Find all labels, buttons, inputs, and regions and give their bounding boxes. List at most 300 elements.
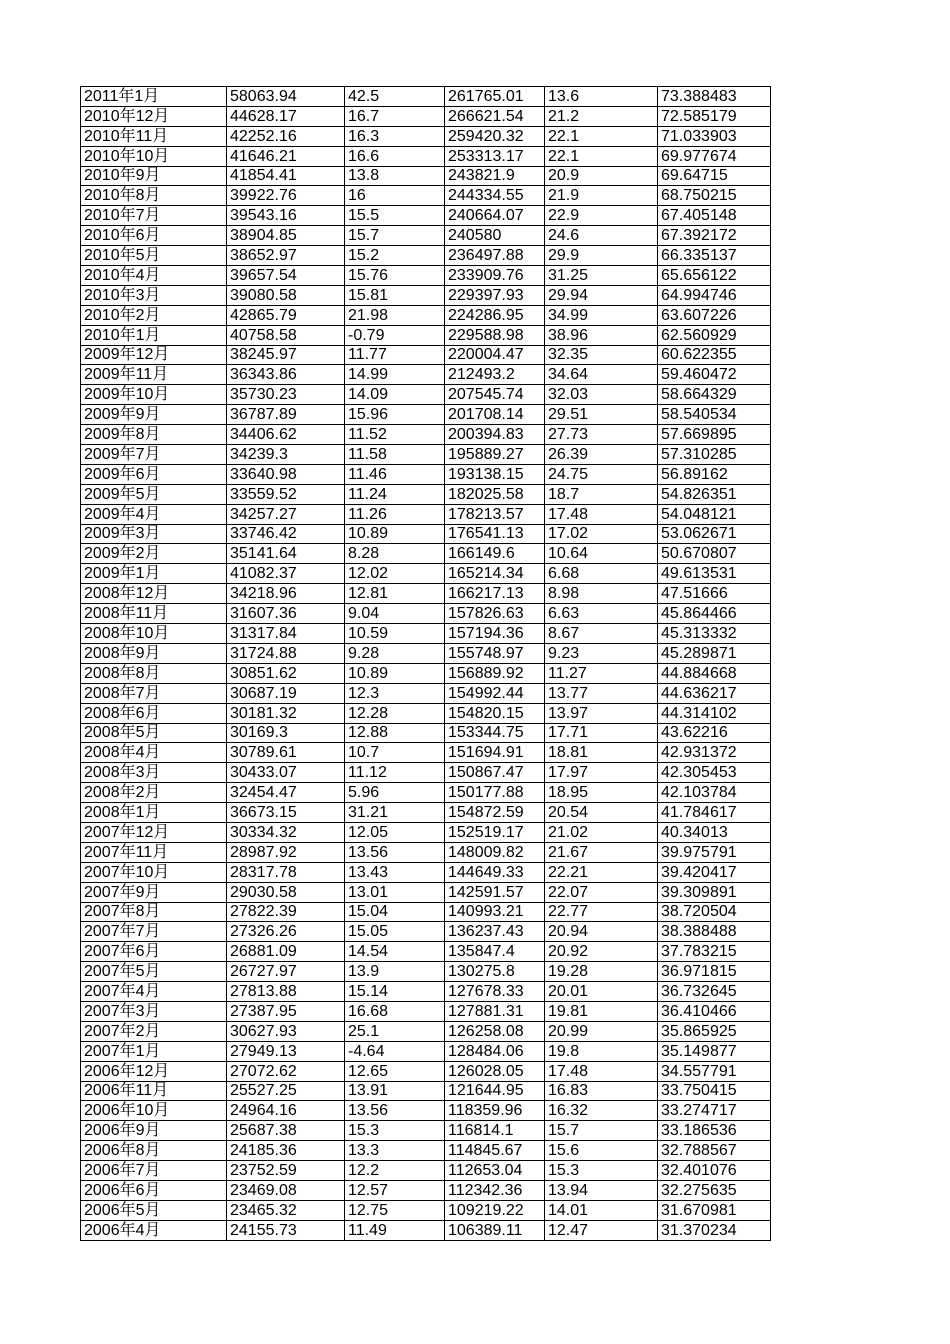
cumulative-cell: 154992.44 [445, 683, 545, 703]
month-cell: 2007年3月 [81, 1001, 227, 1021]
value-cell: 27949.13 [227, 1041, 345, 1061]
table-row [81, 266, 771, 286]
cumulative-cell: 116814.1 [445, 1121, 545, 1141]
cumulative-cell: 150867.47 [445, 763, 545, 783]
ratio-cell: 42.103784 [658, 783, 771, 803]
cumulative-growth-cell: 17.02 [545, 524, 658, 544]
growth-cell: 12.75 [345, 1200, 445, 1220]
month-cell: 2010年10月 [81, 146, 227, 166]
month-cell: 2009年10月 [81, 385, 227, 405]
table-row [81, 524, 771, 544]
growth-cell: -4.64 [345, 1041, 445, 1061]
table-row [81, 962, 771, 982]
cumulative-cell: 109219.22 [445, 1200, 545, 1220]
cumulative-growth-cell: 13.6 [545, 87, 658, 107]
ratio-cell: 36.410466 [658, 1001, 771, 1021]
ratio-cell: 32.788567 [658, 1141, 771, 1161]
value-cell: 32454.47 [227, 783, 345, 803]
growth-cell: 10.89 [345, 524, 445, 544]
cumulative-cell: 150177.88 [445, 783, 545, 803]
ratio-cell: 35.149877 [658, 1041, 771, 1061]
value-cell: 35730.23 [227, 385, 345, 405]
value-cell: 39543.16 [227, 206, 345, 226]
value-cell: 27822.39 [227, 902, 345, 922]
growth-cell: 21.98 [345, 305, 445, 325]
value-cell: 31317.84 [227, 624, 345, 644]
cumulative-growth-cell: 20.9 [545, 166, 658, 186]
cumulative-growth-cell: 38.96 [545, 325, 658, 345]
growth-cell: 11.46 [345, 464, 445, 484]
table-row [81, 1200, 771, 1220]
growth-cell: 15.5 [345, 206, 445, 226]
table-row [81, 862, 771, 882]
growth-cell: 11.58 [345, 445, 445, 465]
table-row [81, 1081, 771, 1101]
ratio-cell: 62.560929 [658, 325, 771, 345]
ratio-cell: 39.420417 [658, 862, 771, 882]
month-cell: 2006年5月 [81, 1200, 227, 1220]
growth-cell: 13.3 [345, 1141, 445, 1161]
cumulative-growth-cell: 6.68 [545, 564, 658, 584]
growth-cell: 31.21 [345, 803, 445, 823]
cumulative-cell: 121644.95 [445, 1081, 545, 1101]
data-table [80, 86, 771, 1241]
growth-cell: -0.79 [345, 325, 445, 345]
ratio-cell: 71.033903 [658, 126, 771, 146]
cumulative-growth-cell: 22.1 [545, 146, 658, 166]
cumulative-growth-cell: 6.63 [545, 604, 658, 624]
growth-cell: 12.05 [345, 822, 445, 842]
month-cell: 2009年4月 [81, 504, 227, 524]
cumulative-growth-cell: 19.81 [545, 1001, 658, 1021]
table-row [81, 743, 771, 763]
ratio-cell: 57.669895 [658, 425, 771, 445]
cumulative-growth-cell: 15.7 [545, 1121, 658, 1141]
month-cell: 2010年6月 [81, 226, 227, 246]
cumulative-growth-cell: 29.94 [545, 285, 658, 305]
ratio-cell: 39.309891 [658, 882, 771, 902]
month-cell: 2009年5月 [81, 484, 227, 504]
cumulative-cell: 243821.9 [445, 166, 545, 186]
value-cell: 31607.36 [227, 604, 345, 624]
cumulative-growth-cell: 29.9 [545, 246, 658, 266]
table-row [81, 703, 771, 723]
cumulative-cell: 126258.08 [445, 1021, 545, 1041]
ratio-cell: 36.971815 [658, 962, 771, 982]
cumulative-growth-cell: 26.39 [545, 445, 658, 465]
cumulative-cell: 157826.63 [445, 604, 545, 624]
ratio-cell: 35.865925 [658, 1021, 771, 1041]
cumulative-growth-cell: 32.35 [545, 345, 658, 365]
month-cell: 2008年2月 [81, 783, 227, 803]
cumulative-cell: 126028.05 [445, 1061, 545, 1081]
cumulative-cell: 142591.57 [445, 882, 545, 902]
month-cell: 2009年1月 [81, 564, 227, 584]
month-cell: 2006年9月 [81, 1121, 227, 1141]
growth-cell: 12.2 [345, 1161, 445, 1181]
table-row [81, 842, 771, 862]
month-cell: 2007年6月 [81, 942, 227, 962]
value-cell: 38904.85 [227, 226, 345, 246]
table-row [81, 385, 771, 405]
value-cell: 27326.26 [227, 922, 345, 942]
cumulative-cell: 229397.93 [445, 285, 545, 305]
growth-cell: 10.7 [345, 743, 445, 763]
month-cell: 2011年1月 [81, 87, 227, 107]
growth-cell: 13.56 [345, 842, 445, 862]
cumulative-cell: 154820.15 [445, 703, 545, 723]
ratio-cell: 39.975791 [658, 842, 771, 862]
ratio-cell: 44.884668 [658, 663, 771, 683]
cumulative-growth-cell: 17.97 [545, 763, 658, 783]
month-cell: 2010年1月 [81, 325, 227, 345]
value-cell: 38652.97 [227, 246, 345, 266]
cumulative-cell: 118359.96 [445, 1101, 545, 1121]
cumulative-growth-cell: 14.01 [545, 1200, 658, 1220]
growth-cell: 15.76 [345, 266, 445, 286]
value-cell: 26727.97 [227, 962, 345, 982]
month-cell: 2007年1月 [81, 1041, 227, 1061]
cumulative-cell: 157194.36 [445, 624, 545, 644]
value-cell: 44628.17 [227, 106, 345, 126]
value-cell: 39922.76 [227, 186, 345, 206]
growth-cell: 12.28 [345, 703, 445, 723]
value-cell: 41854.41 [227, 166, 345, 186]
value-cell: 41646.21 [227, 146, 345, 166]
table-row [81, 405, 771, 425]
ratio-cell: 67.392172 [658, 226, 771, 246]
table-row [81, 425, 771, 445]
value-cell: 33746.42 [227, 524, 345, 544]
growth-cell: 15.05 [345, 922, 445, 942]
table-row [81, 783, 771, 803]
month-cell: 2006年12月 [81, 1061, 227, 1081]
growth-cell: 14.09 [345, 385, 445, 405]
month-cell: 2007年10月 [81, 862, 227, 882]
month-cell: 2007年8月 [81, 902, 227, 922]
cumulative-cell: 128484.06 [445, 1041, 545, 1061]
month-cell: 2008年12月 [81, 584, 227, 604]
month-cell: 2008年3月 [81, 763, 227, 783]
growth-cell: 13.01 [345, 882, 445, 902]
table-row [81, 305, 771, 325]
cumulative-cell: 135847.4 [445, 942, 545, 962]
table-row [81, 643, 771, 663]
growth-cell: 15.81 [345, 285, 445, 305]
growth-cell: 15.04 [345, 902, 445, 922]
value-cell: 33640.98 [227, 464, 345, 484]
growth-cell: 15.3 [345, 1121, 445, 1141]
value-cell: 23469.08 [227, 1180, 345, 1200]
table-row [81, 226, 771, 246]
cumulative-growth-cell: 20.54 [545, 803, 658, 823]
value-cell: 27387.95 [227, 1001, 345, 1021]
ratio-cell: 40.34013 [658, 822, 771, 842]
month-cell: 2007年5月 [81, 962, 227, 982]
growth-cell: 16.68 [345, 1001, 445, 1021]
growth-cell: 13.56 [345, 1101, 445, 1121]
ratio-cell: 34.557791 [658, 1061, 771, 1081]
month-cell: 2009年11月 [81, 365, 227, 385]
cumulative-growth-cell: 20.92 [545, 942, 658, 962]
cumulative-growth-cell: 13.97 [545, 703, 658, 723]
cumulative-growth-cell: 22.9 [545, 206, 658, 226]
cumulative-cell: 154872.59 [445, 803, 545, 823]
month-cell: 2010年2月 [81, 305, 227, 325]
ratio-cell: 59.460472 [658, 365, 771, 385]
ratio-cell: 45.289871 [658, 643, 771, 663]
cumulative-growth-cell: 24.75 [545, 464, 658, 484]
month-cell: 2009年7月 [81, 445, 227, 465]
growth-cell: 9.28 [345, 643, 445, 663]
value-cell: 34239.3 [227, 445, 345, 465]
ratio-cell: 47.51666 [658, 584, 771, 604]
ratio-cell: 53.062671 [658, 524, 771, 544]
growth-cell: 8.28 [345, 544, 445, 564]
value-cell: 41082.37 [227, 564, 345, 584]
cumulative-cell: 140993.21 [445, 902, 545, 922]
table-body [81, 87, 771, 1241]
growth-cell: 14.99 [345, 365, 445, 385]
value-cell: 58063.94 [227, 87, 345, 107]
month-cell: 2006年10月 [81, 1101, 227, 1121]
growth-cell: 11.24 [345, 484, 445, 504]
cumulative-cell: 240580 [445, 226, 545, 246]
cumulative-growth-cell: 10.64 [545, 544, 658, 564]
cumulative-cell: 112653.04 [445, 1161, 545, 1181]
table-row [81, 206, 771, 226]
growth-cell: 12.88 [345, 723, 445, 743]
value-cell: 27072.62 [227, 1061, 345, 1081]
ratio-cell: 42.931372 [658, 743, 771, 763]
table-row [81, 106, 771, 126]
ratio-cell: 45.864466 [658, 604, 771, 624]
cumulative-cell: 233909.76 [445, 266, 545, 286]
ratio-cell: 69.64715 [658, 166, 771, 186]
cumulative-cell: 240664.07 [445, 206, 545, 226]
growth-cell: 11.52 [345, 425, 445, 445]
table-row [81, 1061, 771, 1081]
growth-cell: 11.12 [345, 763, 445, 783]
value-cell: 42252.16 [227, 126, 345, 146]
growth-cell: 42.5 [345, 87, 445, 107]
growth-cell: 15.96 [345, 405, 445, 425]
cumulative-cell: 155748.97 [445, 643, 545, 663]
month-cell: 2006年11月 [81, 1081, 227, 1101]
cumulative-growth-cell: 29.51 [545, 405, 658, 425]
ratio-cell: 45.313332 [658, 624, 771, 644]
ratio-cell: 32.401076 [658, 1161, 771, 1181]
growth-cell: 16 [345, 186, 445, 206]
table-row [81, 87, 771, 107]
cumulative-growth-cell: 17.48 [545, 504, 658, 524]
value-cell: 38245.97 [227, 345, 345, 365]
month-cell: 2007年11月 [81, 842, 227, 862]
cumulative-growth-cell: 15.6 [545, 1141, 658, 1161]
cumulative-growth-cell: 34.99 [545, 305, 658, 325]
value-cell: 42865.79 [227, 305, 345, 325]
value-cell: 24155.73 [227, 1220, 345, 1240]
table-row [81, 1180, 771, 1200]
ratio-cell: 58.664329 [658, 385, 771, 405]
table-row [81, 564, 771, 584]
table-row [81, 1161, 771, 1181]
value-cell: 30433.07 [227, 763, 345, 783]
ratio-cell: 54.048121 [658, 504, 771, 524]
cumulative-growth-cell: 34.64 [545, 365, 658, 385]
table-row [81, 504, 771, 524]
value-cell: 30334.32 [227, 822, 345, 842]
cumulative-growth-cell: 31.25 [545, 266, 658, 286]
cumulative-cell: 156889.92 [445, 663, 545, 683]
cumulative-cell: 178213.57 [445, 504, 545, 524]
growth-cell: 16.7 [345, 106, 445, 126]
cumulative-growth-cell: 21.9 [545, 186, 658, 206]
ratio-cell: 33.186536 [658, 1121, 771, 1141]
ratio-cell: 32.275635 [658, 1180, 771, 1200]
cumulative-growth-cell: 16.32 [545, 1101, 658, 1121]
value-cell: 25527.25 [227, 1081, 345, 1101]
ratio-cell: 57.310285 [658, 445, 771, 465]
growth-cell: 11.77 [345, 345, 445, 365]
growth-cell: 16.6 [345, 146, 445, 166]
value-cell: 36787.89 [227, 405, 345, 425]
month-cell: 2008年8月 [81, 663, 227, 683]
cumulative-cell: 130275.8 [445, 962, 545, 982]
growth-cell: 14.54 [345, 942, 445, 962]
month-cell: 2009年12月 [81, 345, 227, 365]
ratio-cell: 50.670807 [658, 544, 771, 564]
table-row [81, 584, 771, 604]
cumulative-cell: 136237.43 [445, 922, 545, 942]
growth-cell: 13.9 [345, 962, 445, 982]
cumulative-cell: 127678.33 [445, 982, 545, 1002]
value-cell: 31724.88 [227, 643, 345, 663]
ratio-cell: 56.89162 [658, 464, 771, 484]
table-row [81, 822, 771, 842]
month-cell: 2010年8月 [81, 186, 227, 206]
growth-cell: 10.89 [345, 663, 445, 683]
ratio-cell: 33.750415 [658, 1081, 771, 1101]
ratio-cell: 31.370234 [658, 1220, 771, 1240]
growth-cell: 12.57 [345, 1180, 445, 1200]
month-cell: 2010年11月 [81, 126, 227, 146]
cumulative-growth-cell: 20.99 [545, 1021, 658, 1041]
cumulative-cell: 127881.31 [445, 1001, 545, 1021]
month-cell: 2006年6月 [81, 1180, 227, 1200]
table-row [81, 763, 771, 783]
value-cell: 27813.88 [227, 982, 345, 1002]
table-row [81, 803, 771, 823]
cumulative-growth-cell: 8.98 [545, 584, 658, 604]
table-row [81, 186, 771, 206]
cumulative-cell: 165214.34 [445, 564, 545, 584]
ratio-cell: 38.720504 [658, 902, 771, 922]
month-cell: 2008年11月 [81, 604, 227, 624]
table-row [81, 624, 771, 644]
ratio-cell: 44.314102 [658, 703, 771, 723]
month-cell: 2008年6月 [81, 703, 227, 723]
cumulative-growth-cell: 9.23 [545, 643, 658, 663]
cumulative-growth-cell: 27.73 [545, 425, 658, 445]
ratio-cell: 65.656122 [658, 266, 771, 286]
growth-cell: 9.04 [345, 604, 445, 624]
cumulative-growth-cell: 22.1 [545, 126, 658, 146]
month-cell: 2008年5月 [81, 723, 227, 743]
value-cell: 40758.58 [227, 325, 345, 345]
table-row [81, 882, 771, 902]
cumulative-cell: 259420.32 [445, 126, 545, 146]
cumulative-cell: 114845.67 [445, 1141, 545, 1161]
table-row [81, 345, 771, 365]
growth-cell: 13.43 [345, 862, 445, 882]
cumulative-growth-cell: 19.8 [545, 1041, 658, 1061]
cumulative-cell: 176541.13 [445, 524, 545, 544]
cumulative-growth-cell: 21.67 [545, 842, 658, 862]
growth-cell: 12.81 [345, 584, 445, 604]
cumulative-cell: 166149.6 [445, 544, 545, 564]
table-row [81, 166, 771, 186]
cumulative-growth-cell: 18.7 [545, 484, 658, 504]
ratio-cell: 67.405148 [658, 206, 771, 226]
table-row [81, 1121, 771, 1141]
table-row [81, 464, 771, 484]
cumulative-growth-cell: 13.77 [545, 683, 658, 703]
value-cell: 30789.61 [227, 743, 345, 763]
value-cell: 24185.36 [227, 1141, 345, 1161]
ratio-cell: 73.388483 [658, 87, 771, 107]
cumulative-cell: 229588.98 [445, 325, 545, 345]
month-cell: 2008年4月 [81, 743, 227, 763]
cumulative-growth-cell: 8.67 [545, 624, 658, 644]
ratio-cell: 54.826351 [658, 484, 771, 504]
month-cell: 2009年6月 [81, 464, 227, 484]
month-cell: 2008年1月 [81, 803, 227, 823]
ratio-cell: 44.636217 [658, 683, 771, 703]
cumulative-cell: 224286.95 [445, 305, 545, 325]
cumulative-growth-cell: 18.81 [545, 743, 658, 763]
month-cell: 2010年4月 [81, 266, 227, 286]
cumulative-growth-cell: 22.77 [545, 902, 658, 922]
table-row [81, 365, 771, 385]
table-row [81, 982, 771, 1002]
cumulative-growth-cell: 21.2 [545, 106, 658, 126]
growth-cell: 15.2 [345, 246, 445, 266]
table-row [81, 942, 771, 962]
table-row [81, 285, 771, 305]
month-cell: 2006年8月 [81, 1141, 227, 1161]
growth-cell: 11.26 [345, 504, 445, 524]
cumulative-growth-cell: 19.28 [545, 962, 658, 982]
value-cell: 29030.58 [227, 882, 345, 902]
month-cell: 2006年4月 [81, 1220, 227, 1240]
month-cell: 2010年3月 [81, 285, 227, 305]
value-cell: 39657.54 [227, 266, 345, 286]
value-cell: 28987.92 [227, 842, 345, 862]
ratio-cell: 64.994746 [658, 285, 771, 305]
cumulative-cell: 193138.15 [445, 464, 545, 484]
month-cell: 2010年12月 [81, 106, 227, 126]
growth-cell: 10.59 [345, 624, 445, 644]
value-cell: 30851.62 [227, 663, 345, 683]
cumulative-cell: 261765.01 [445, 87, 545, 107]
growth-cell: 13.91 [345, 1081, 445, 1101]
ratio-cell: 37.783215 [658, 942, 771, 962]
table-row [81, 902, 771, 922]
ratio-cell: 63.607226 [658, 305, 771, 325]
table-row [81, 544, 771, 564]
growth-cell: 15.14 [345, 982, 445, 1002]
